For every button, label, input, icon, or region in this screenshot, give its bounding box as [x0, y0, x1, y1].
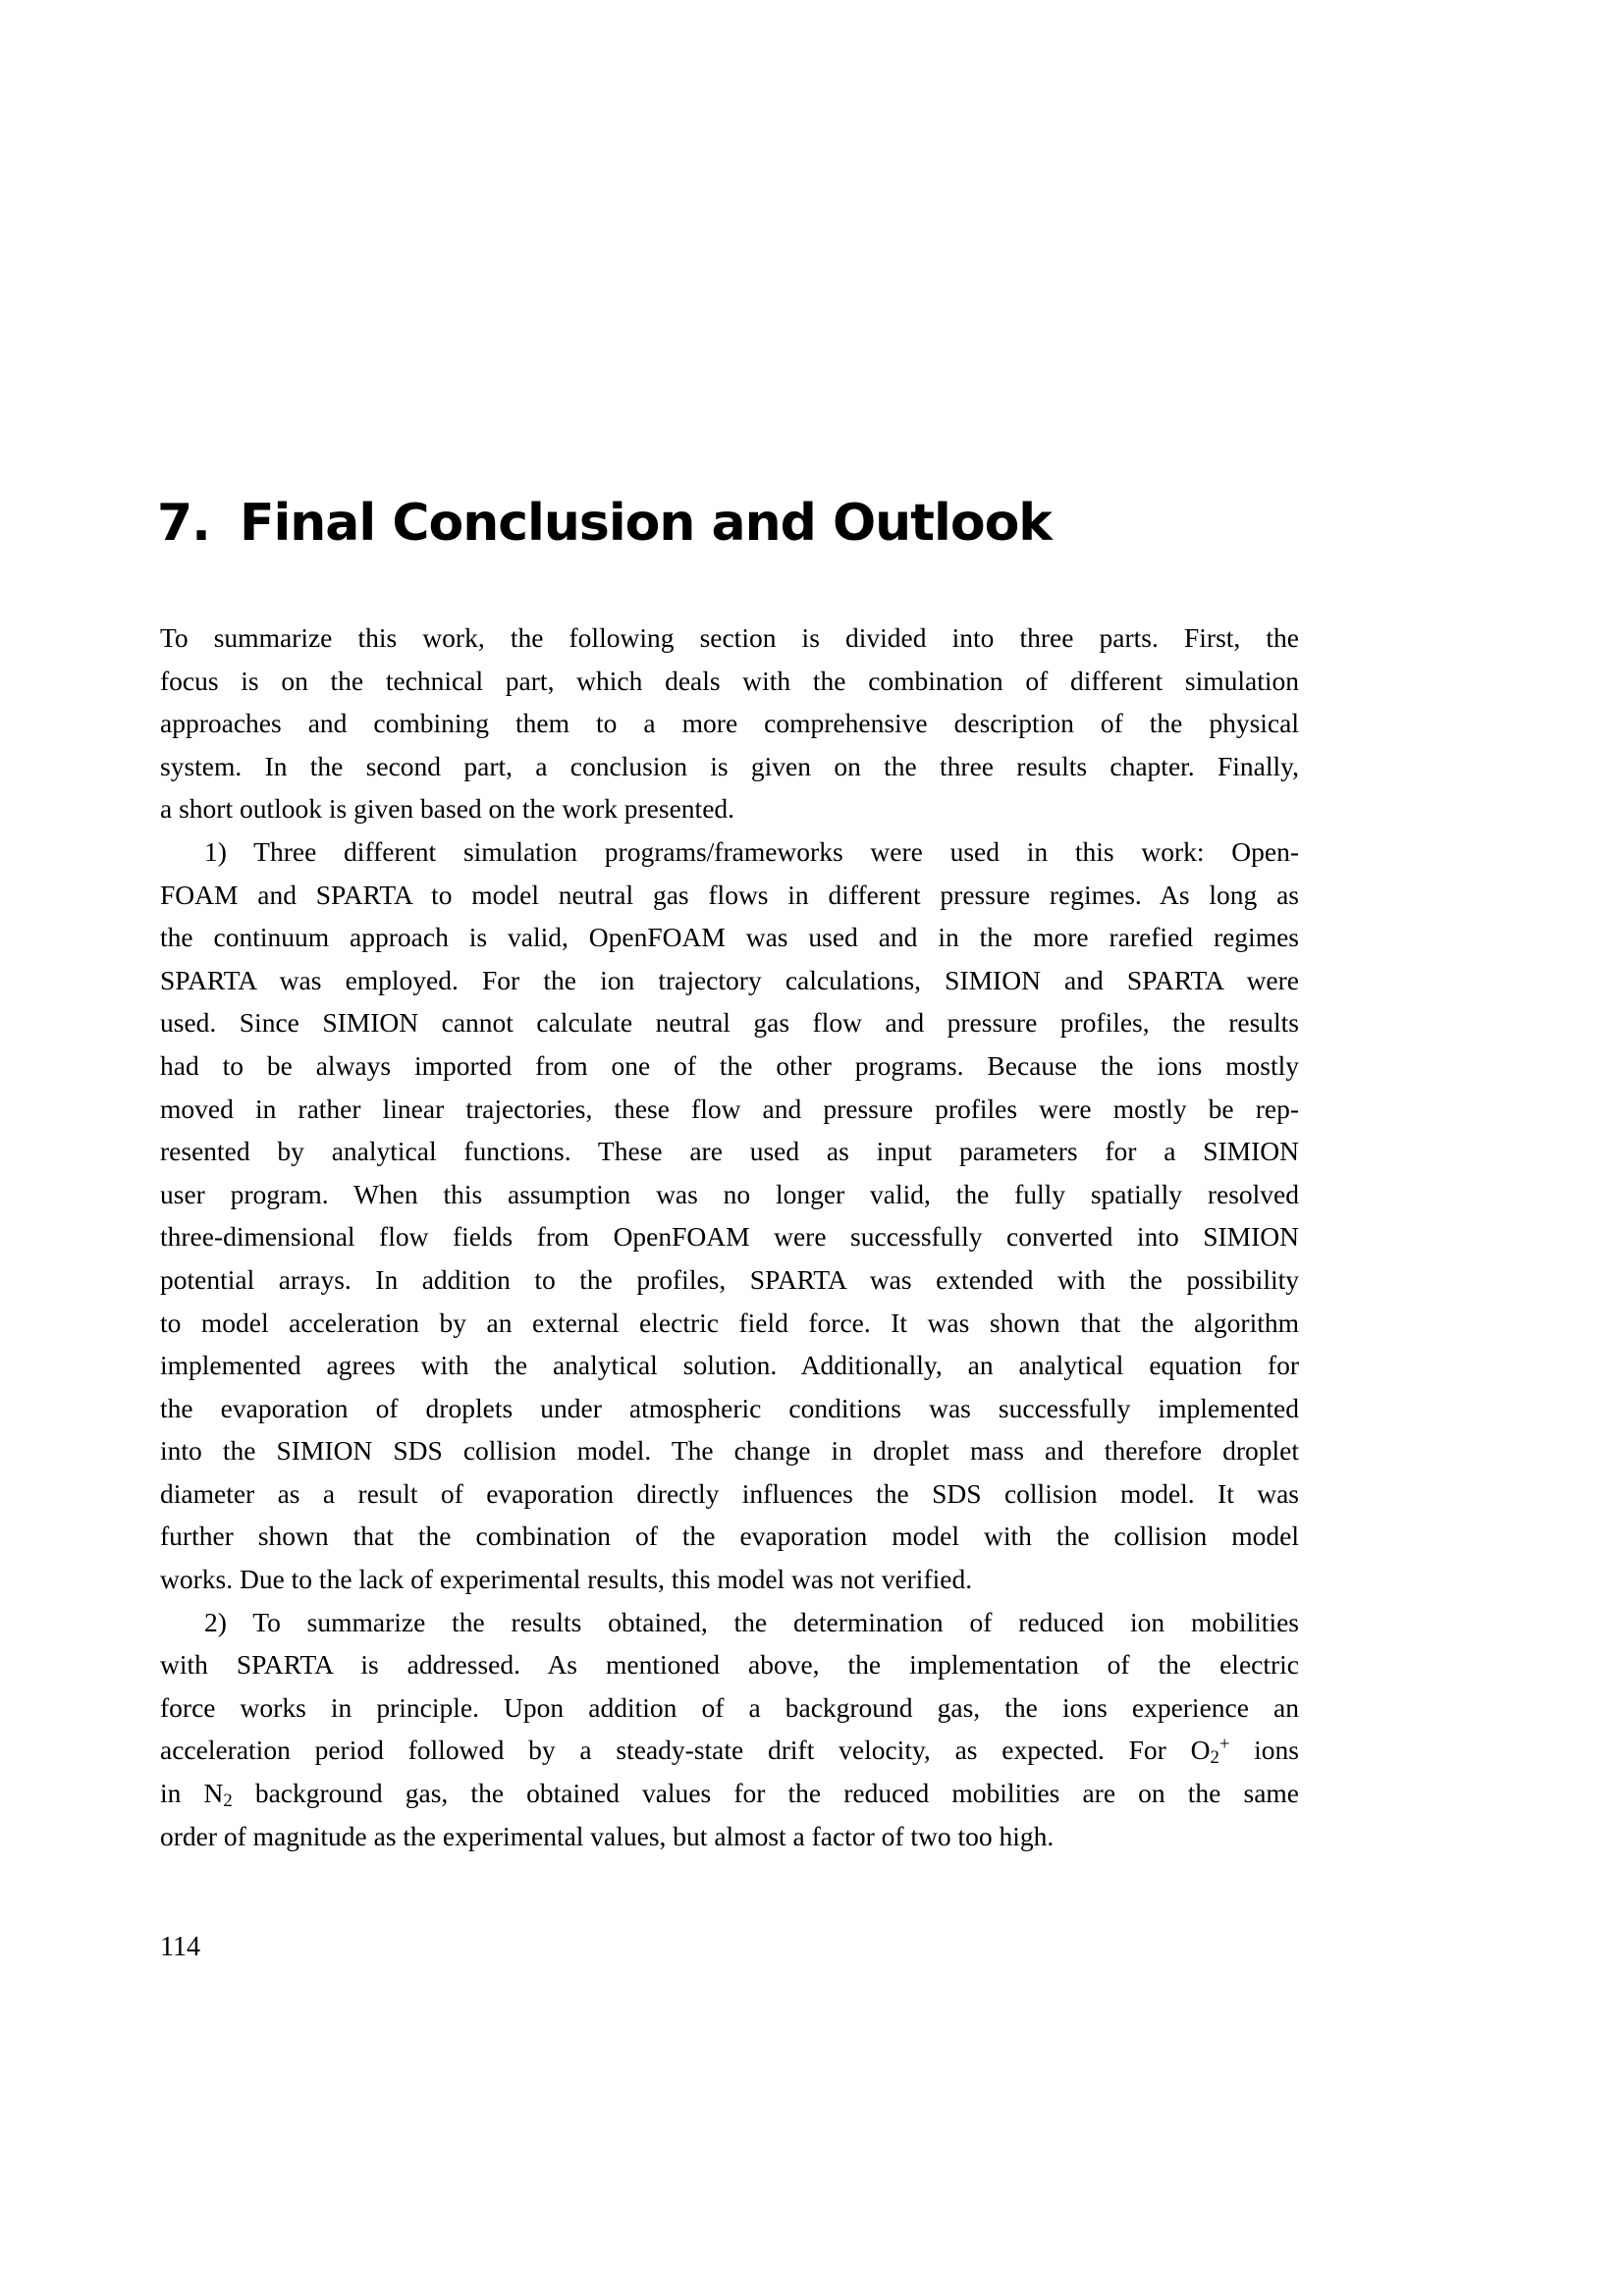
text-line: FOAM and SPARTA to model neutral gas flows in different pressure regimes. As long as	[160, 879, 1299, 910]
subscript: 2	[1210, 1747, 1219, 1769]
text-line: moved in rather linear trajectories, these flow and pressure profiles were mostly be rep-	[160, 1093, 1299, 1124]
subscript: 2	[223, 1790, 233, 1812]
text-line: into the SIMION SDS collision model. The change in droplet mass and therefore droplet	[160, 1435, 1299, 1467]
text-line: implemented agrees with the analytical solution. Additionally, an analytical equation for	[160, 1350, 1299, 1381]
text-line: works. Due to the lack of experimental results, this model was not verified.	[160, 1564, 973, 1595]
text-line: potential arrays. In addition to the profiles, SPARTA was extended with the possibility	[160, 1263, 1299, 1295]
superscript: +	[1218, 1735, 1230, 1756]
text-line: order of magnitude as the experimental values, but almost a factor of two too high.	[160, 1820, 1055, 1851]
text-line: in $N_2$ background gas, the obtained values for the reduced mobilities are on the same	[160, 1778, 1299, 1812]
text-line: a short outlook is given based on the work presented.	[160, 793, 735, 825]
chapter-number: 7.	[157, 494, 210, 553]
text-line: 2) To summarize the results obtained, the determination of reduced ion mobilities	[204, 1606, 1299, 1637]
text-line: To summarize this work, the following section is divided into three parts. First, the	[160, 622, 1299, 653]
paragraph	[160, 830, 1299, 1601]
text-line: force works in principle. Upon addition of a background gas, the ions experience an	[160, 1691, 1299, 1723]
text-line: the continuum approach is valid, OpenFOAM was used and in the more rarefied regimes	[160, 922, 1299, 953]
paragraph	[160, 1601, 1299, 1858]
text-line: further shown that the combination of the evaporation model with the collision model	[160, 1521, 1299, 1552]
text-line: user program. When this assumption was no longer valid, the fully spatially resolved	[160, 1178, 1299, 1209]
body-text	[160, 616, 1299, 1857]
text-line: used. Since SIMION cannot calculate neutral gas flow and pressure profiles, the results	[160, 1007, 1299, 1039]
text-line: three-dimensional flow fields from OpenFOAM were successfully converted into SIMION	[160, 1221, 1299, 1253]
text-line: SPARTA was employed. For the ion trajectory calculations, SIMION and SPARTA were	[160, 964, 1299, 995]
text-line: focus is on the technical part, which deals with the combination of different simulation	[160, 665, 1299, 696]
text-line: diameter as a result of evaporation directly influences the SDS collision model. It was	[160, 1477, 1299, 1509]
paragraph	[160, 616, 1299, 830]
text-line: 1) Three different simulation programs/frameworks were used in this work: Open-	[204, 835, 1299, 867]
text-line: resented by analytical functions. These are used as input parameters for a SIMION	[160, 1136, 1299, 1167]
chapter-title: Final Conclusion and Outlook	[239, 494, 1052, 553]
text-line: system. In the second part, a conclusion is given on the three results chapter. Finally,	[160, 750, 1299, 781]
text-line: approaches and combining them to a more comprehensive description of the physical	[160, 708, 1299, 739]
chapter-heading	[157, 494, 1052, 553]
text-line: acceleration period followed by a steady-state drift velocity, as expected. For $O_2^+$ ions	[160, 1735, 1299, 1769]
text-line: had to be always imported from one of the other programs. Because the ions mostly	[160, 1049, 1299, 1081]
text-line: to model acceleration by an external electric field force. It was shown that the algorithm	[160, 1307, 1299, 1338]
text-line: the evaporation of droplets under atmospheric conditions was successfully implemented	[160, 1392, 1299, 1423]
text-line: with SPARTA is addressed. As mentioned above, the implementation of the electric	[160, 1649, 1299, 1681]
page-number: 114	[160, 1932, 200, 1962]
